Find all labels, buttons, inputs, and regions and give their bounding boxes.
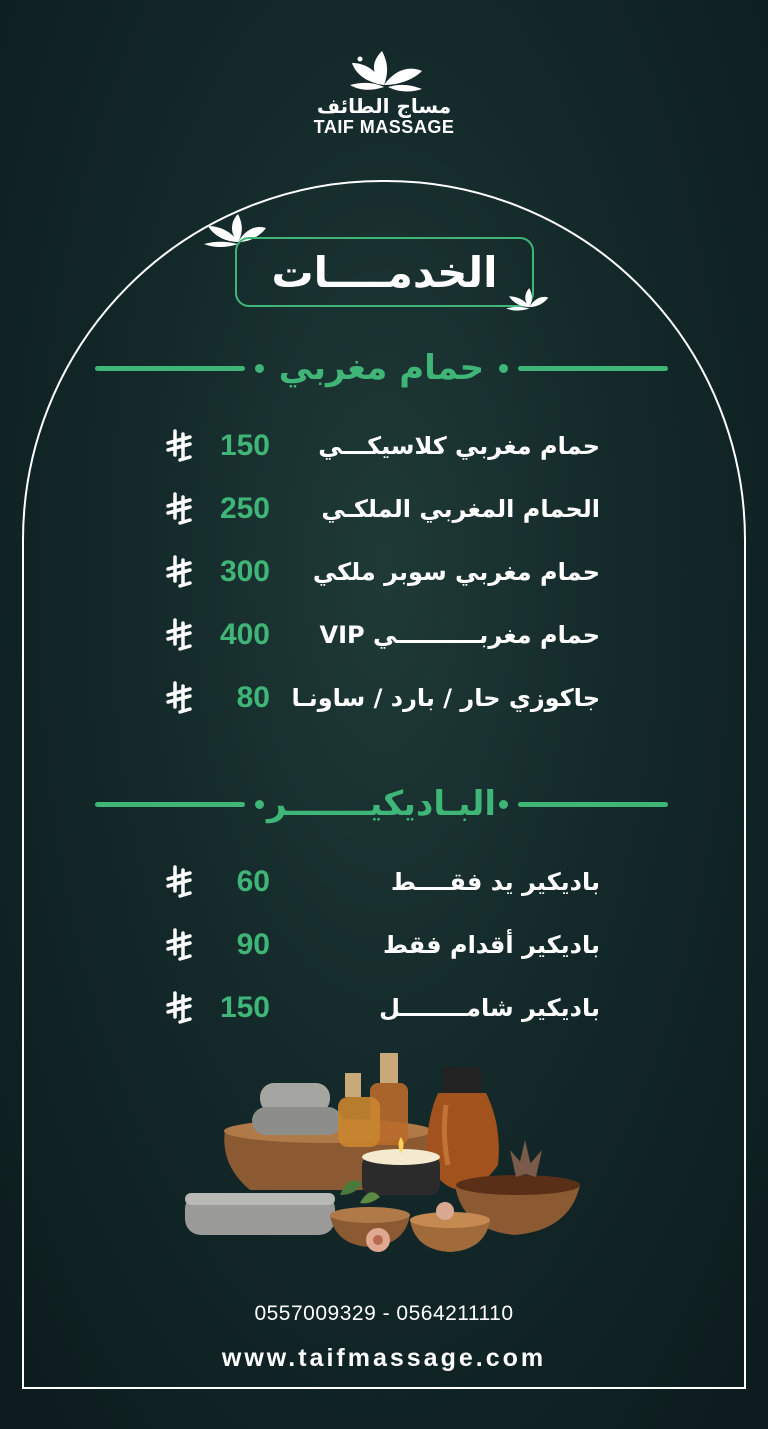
service-price: 400 [219,618,270,651]
section-title: حمام مغربي [278,348,485,388]
service-price: 150 [219,991,270,1024]
service-name: باديكير يد فقــــط [390,868,600,896]
riyal-currency-icon [166,680,192,716]
list-item [160,678,600,718]
service-name: حمام مغربي سوبر ملكي [312,558,600,586]
service-price: 90 [236,928,270,961]
list-item [160,925,600,965]
service-name: حمام مغربي كلاسيكـــي [318,432,600,460]
service-price: 300 [219,555,270,588]
service-name: باديكير أقدام فقط [382,931,600,959]
riyal-currency-icon [166,554,192,590]
spa-products-illustration [180,1045,590,1270]
service-name: الحمام المغربي الملكـي [321,495,600,523]
lotus-logo-icon [342,45,426,93]
list-item [160,862,600,902]
riyal-currency-icon [166,990,192,1026]
list-item [160,988,600,1028]
section-header-moroccan-bath [95,346,668,390]
brand-name-english: TAIF MASSAGE [313,117,455,137]
service-price: 60 [236,865,270,898]
list-item [160,552,600,592]
riyal-currency-icon [166,491,192,527]
divider-line [518,366,668,371]
leaf-icon [505,286,551,312]
service-price: 80 [236,681,270,714]
riyal-currency-icon [166,927,192,963]
service-name: حمام مغربــــــــــي VIP [319,621,600,649]
list-item [160,426,600,466]
riyal-currency-icon [166,617,192,653]
page-title-box [235,237,534,307]
riyal-currency-icon [166,864,192,900]
service-name: جاكوزي حار / بارد / ساونـا [291,684,600,712]
phone-numbers[interactable]: 0557009329 - 0564211110 [254,1302,514,1325]
divider-line [518,802,668,807]
service-name: باديكير شامــــــــل [379,994,600,1022]
divider-dot [499,800,508,809]
service-price: 150 [219,429,270,462]
brand-logo [0,45,768,137]
brand-name-arabic: مساج الطائف [316,94,452,118]
section-header-pedicure [95,782,668,826]
service-price: 250 [219,492,270,525]
section-title: البـاديكيـــــــر [266,784,497,824]
website-link[interactable]: www.taifmassage.com [221,1344,547,1372]
divider-dot [499,364,508,373]
page-title: الخدمــــات [271,247,498,297]
list-item [160,615,600,655]
riyal-currency-icon [166,428,192,464]
list-item [160,489,600,529]
